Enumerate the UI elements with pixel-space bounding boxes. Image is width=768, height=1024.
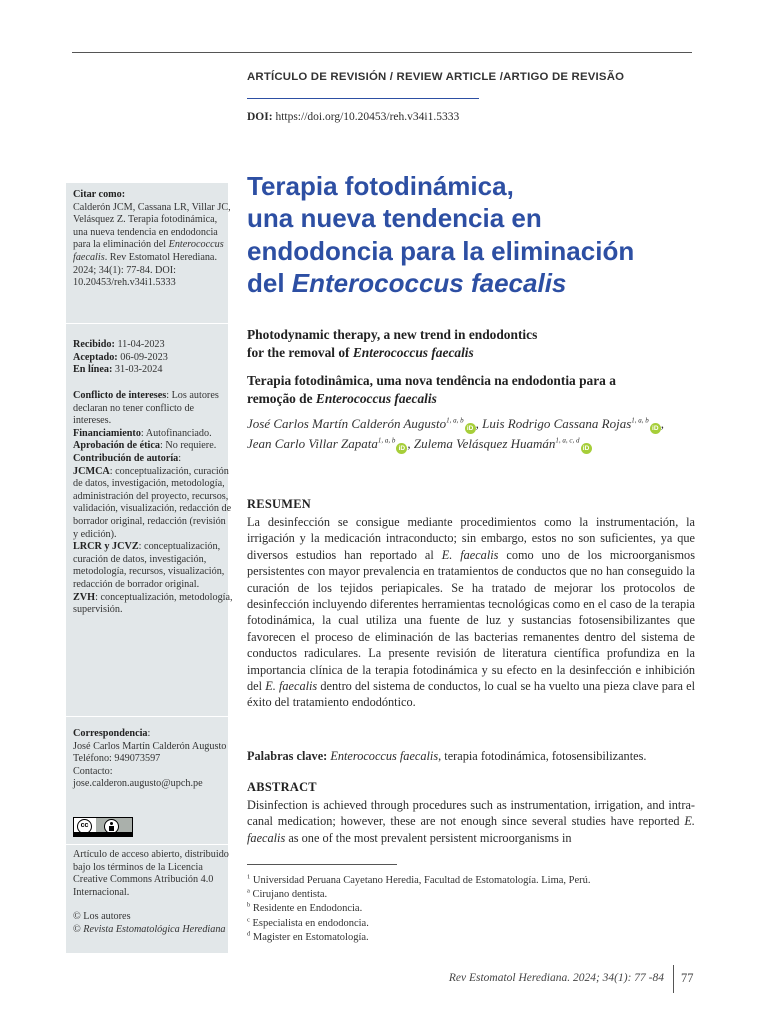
footnote-mark: a — [247, 887, 250, 895]
jcmca-text: : conceptualización, curación de datos, investigación, metodología, administración del proyecto, recursos, validación, visualización, redacción de borrador original, redacción (revisión y edición). — [73, 465, 232, 540]
resumen-text: La desinfección se consigue mediante procedimientos como la instrumentación, la irrigación y la medicación intraconducto; sin embargo, estos no son suficientes, ya que diversos estudios han reportado al — [247, 515, 695, 562]
orcid-icon[interactable]: iD — [650, 423, 661, 434]
keywords-label: Palabras clave: — [247, 749, 328, 763]
sidebar-divider — [66, 844, 228, 845]
title-line: del — [247, 268, 292, 299]
title-line: Terapia fotodinámica, — [247, 171, 514, 201]
article-type-label: ARTÍCULO DE REVISIÓN / REVIEW ARTICLE /ARTIGO DE REVISÃO — [247, 71, 625, 83]
ethics-text: : No requiere. — [159, 440, 217, 452]
doi-line — [247, 111, 459, 123]
footnote — [247, 931, 687, 945]
orcid-icon[interactable]: iD — [465, 423, 476, 434]
english-title-line: Photodynamic therapy, a new trend in endodontics — [247, 327, 538, 342]
copyright-block — [73, 911, 233, 936]
online-date: 31-03-2024 — [112, 364, 163, 376]
cite-label: Citar como: — [73, 189, 126, 200]
received-date: 11-04-2023 — [114, 339, 165, 350]
correspondence-label: Correspondencia — [73, 728, 148, 739]
portuguese-title — [247, 372, 687, 407]
title-line: una nueva tendencia en — [247, 203, 542, 234]
orcid-icon[interactable]: iD — [581, 443, 592, 454]
sidebar-divider — [66, 323, 228, 324]
dates-block — [73, 339, 233, 377]
declarations-block — [73, 390, 233, 617]
cc-badge-bar — [74, 832, 132, 836]
cc-by-license-icon[interactable] — [73, 817, 133, 837]
license-text: Artículo de acceso abierto, distribuido bajo los términos de la Licencia Creative Commons Atribución 4.0 Internacional. — [73, 849, 229, 898]
keywords-text: , terapia fotodinámica, fotosensibilizantes. — [438, 749, 647, 763]
author-separator: , — [660, 416, 665, 431]
footnote-rule — [247, 864, 397, 865]
copyright-authors: © Los autores — [73, 911, 131, 922]
author-affiliation: 1, a, b — [446, 416, 464, 425]
abstract-heading: ABSTRACT — [247, 780, 317, 794]
correspondence-email[interactable]: jose.calderon.augusto@upch.pe — [73, 778, 203, 790]
correspondence-name: José Carlos Martín Calderón Augusto — [73, 740, 227, 752]
cite-text-end: . Rev Estomatol Herediana. 2024; 34(1): 77-84. DOI: 10.20453/reh.v34i1.5333 — [73, 251, 217, 289]
author-affiliation: 1, a, b — [631, 416, 649, 425]
portuguese-title-line: remoção de — [247, 390, 316, 406]
english-title — [247, 326, 687, 361]
top-rule — [72, 52, 692, 53]
correspondence-phone: Teléfono: 949073597 — [73, 753, 161, 765]
copyright-journal: Revista Estomatológica Herediana — [83, 923, 226, 935]
online-label: En línea: — [73, 364, 113, 376]
abstract-text: as one of the most prevalent persistent microorganisms in — [285, 830, 572, 845]
cc-icon: cc — [77, 819, 92, 834]
author-list — [247, 414, 697, 454]
footnote-mark: b — [247, 901, 251, 909]
funding-label: Financiamiento — [73, 427, 141, 439]
footnote — [247, 888, 687, 902]
footnote-text: Residente en Endodoncia. — [250, 903, 363, 915]
citation-block — [73, 189, 233, 290]
footnotes — [247, 874, 687, 945]
ethics-label: Aprobación de ética — [73, 440, 160, 452]
cite-text: Calderón JCM, Cassana LR, Villar JC, Velásquez Z. Terapia fotodinámica, una nueva tendencia en endodoncia para la eliminación del — [73, 201, 231, 251]
abstract-paragraph — [247, 797, 695, 846]
resumen-text: como uno de los microorganismos persistentes con mayor prevalencia en tratamientos de conductos que no han conseguido la curación de los tejidos periapicales. Se ha tratado de mejorar los protocolos de desinfección incluyendo diferentes herramientas tecnológicas como en el caso de la terapia fotodinámica, la cual utiliza una fuente de luz y sustancias fotosensibilizantes que favorecen el proceso de eliminación de las bacterias remanentes dentro del sistema de conductos radiculares. La presente revisión de literatura científica profundiza en la importancia clínica de la terapia fotodinámica y su efecto en la desinfección e inhibición del — [247, 547, 695, 694]
author-affiliation: 1, a, b — [377, 436, 396, 445]
author-affiliation: 1, a, c, d — [555, 436, 580, 445]
portuguese-title-line: Terapia fotodinâmica, uma nova tendência na endodontia para a — [247, 373, 616, 388]
sidebar-divider — [66, 716, 228, 717]
footer-separator — [673, 965, 674, 993]
author-name: José Carlos Martín Calderón Augusto — [247, 416, 447, 431]
correspondence-contact-label: Contacto: — [73, 765, 113, 777]
jcmca-label: JCMCA — [73, 465, 110, 477]
author-name: Zulema Velásquez Huamán — [413, 436, 556, 451]
keyword-species: Enterococcus faecalis — [327, 749, 439, 763]
page-number: 77 — [681, 971, 694, 985]
species-name: E. faecalis — [247, 814, 695, 845]
conflict-label: Conflicto de intereses — [73, 390, 167, 401]
resumen-paragraph — [247, 514, 695, 711]
orcid-icon[interactable]: iD — [396, 443, 407, 454]
footnote-text: Especialista en endodoncia. — [249, 917, 369, 929]
author-separator: , — [475, 416, 483, 431]
footnote — [247, 902, 687, 916]
author-separator: , — [407, 436, 414, 451]
section-underline — [247, 98, 479, 99]
species-name: E. faecalis — [441, 547, 499, 562]
doi-label: DOI: — [247, 111, 273, 123]
funding-text: : Autofinanciado. — [140, 427, 212, 439]
contribution-colon: : — [178, 452, 182, 464]
doi-link[interactable]: https://doi.org/10.20453/reh.v34i1.5333 — [275, 111, 460, 123]
correspondence-block — [73, 728, 233, 791]
english-title-line: for the removal of — [247, 344, 353, 360]
footnote-text: Magister en Estomatología. — [250, 931, 369, 943]
author-name: Luis Rodrigo Cassana Rojas — [482, 416, 632, 431]
contribution-label: Contribución de autoría — [73, 452, 179, 464]
author-name: Jean Carlo Villar Zapata — [247, 436, 378, 451]
footnote-mark: c — [247, 916, 250, 924]
abstract-text: Disinfection is achieved through procedures such as instrumentation, irrigation, and intra-canal medication; however, these are not enough since several studies have reported — [247, 798, 695, 829]
accepted-date: 06-09-2023 — [117, 351, 168, 363]
zvh-label: ZVH — [73, 591, 96, 603]
article-title — [247, 170, 697, 300]
title-line: endodoncia para la eliminación — [247, 235, 635, 266]
footnote-mark: 1 — [247, 873, 251, 881]
lrcr-text: : conceptualización, curación de datos, investigación, metodología, recursos, visualización, redacción de borrador original. — [73, 541, 225, 590]
copyright-symbol: © — [73, 923, 84, 935]
zvh-text: : conceptualización, metodología, supervisión. — [73, 591, 233, 616]
footnote-text: Universidad Peruana Cayetano Heredia, Facultad de Estomatología. Lima, Perú. — [250, 875, 591, 886]
footnote — [247, 874, 687, 888]
conflict-text: : Los autores declaran no tener conflicto de intereses. — [73, 390, 219, 427]
keywords-line — [247, 748, 695, 764]
footnote-mark: d — [247, 930, 251, 938]
portuguese-title-species: Enterococcus faecalis — [315, 390, 437, 406]
accepted-label: Aceptado: — [73, 351, 118, 363]
footer-journal-citation: Rev Estomatol Herediana. 2024; 34(1): 77 -84 — [448, 972, 664, 984]
title-species: Enterococcus faecalis — [291, 268, 567, 299]
received-label: Recibido: — [73, 339, 115, 350]
footnote — [247, 917, 687, 931]
footnote-text: Cirujano dentista. — [249, 889, 328, 901]
correspondence-colon: : — [147, 728, 151, 739]
resumen-text: dentro del sistema de conductos, lo cual se ha vuelto una pieza clave para el éxito del tratamiento endodóntico. — [247, 679, 695, 710]
resumen-heading: RESUMEN — [247, 497, 312, 511]
species-name: E. faecalis — [265, 679, 318, 694]
lrcr-label: LRCR y JCVZ — [73, 541, 139, 553]
cite-species: Enterococcus faecalis — [73, 239, 224, 263]
english-title-species: Enterococcus faecalis — [352, 344, 474, 360]
